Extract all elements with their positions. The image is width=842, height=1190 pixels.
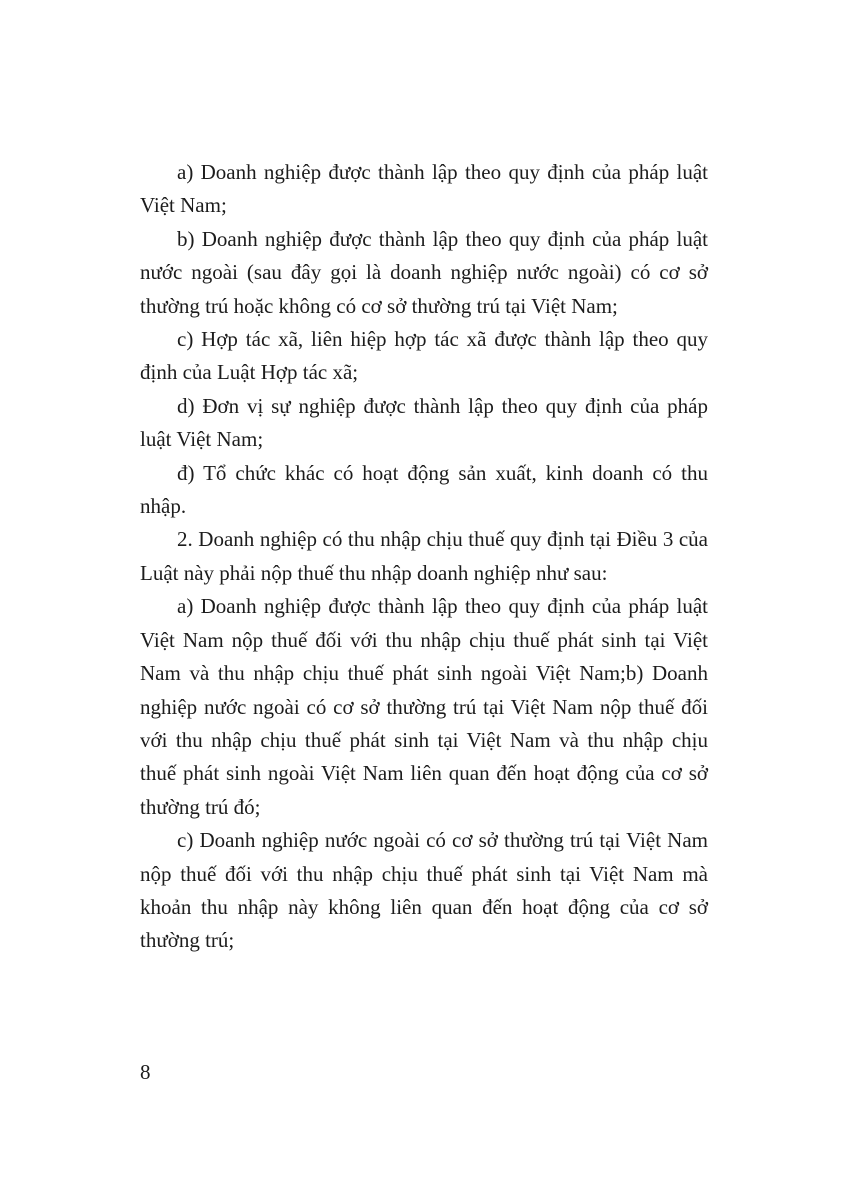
paragraph-item-dd: đ) Tổ chức khác có hoạt động sản xuất, kinh doanh có thu nhập.	[140, 460, 708, 519]
paragraph-clause-2a-2b: a) Doanh nghiệp được thành lập theo quy định của pháp luật Việt Nam nộp thuế đối với thu nhập chịu thuế phát sinh tại Việt Nam và thu nhập chịu thuế phát sinh ngoài Việt Nam;b) Doanh nghiệp nước ngoài có cơ sở thường trú tại Việt Nam nộp thuế đối với thu nhập chịu thuế phát sinh tại Việt Nam và thu nhập chịu thuế phát sinh ngoài Việt Nam liên quan đến hoạt động của cơ sở thường trú đó;	[140, 594, 708, 819]
paragraph-item-d: d) Đơn vị sự nghiệp được thành lập theo quy định của pháp luật Việt Nam;	[140, 393, 708, 452]
paragraph-clause-2: 2. Doanh nghiệp có thu nhập chịu thuế quy định tại Điều 3 của Luật này phải nộp thuế thu nhập doanh nghiệp như sau:	[140, 527, 708, 585]
paragraph-clause-2c: c) Doanh nghiệp nước ngoài có cơ sở thường trú tại Việt Nam nộp thuế đối với thu nhập chịu thuế phát sinh tại Việt Nam mà khoản thu nhập này không liên quan đến hoạt động của cơ sở thường trú;	[140, 828, 708, 953]
paragraph-item-a: a) Doanh nghiệp được thành lập theo quy định của pháp luật Việt Nam;	[140, 160, 708, 218]
paragraph-item-c: c) Hợp tác xã, liên hiệp hợp tác xã được thành lập theo quy định của Luật Hợp tác xã;	[140, 327, 708, 385]
page-number: 8	[140, 1060, 151, 1084]
paragraph-item-b: b) Doanh nghiệp được thành lập theo quy định của pháp luật nước ngoài (sau đây gọi là doanh nghiệp nước ngoài) có cơ sở thường trú hoặc không có cơ sở thường trú tại Việt Nam;	[140, 226, 708, 318]
text-block	[140, 156, 708, 958]
